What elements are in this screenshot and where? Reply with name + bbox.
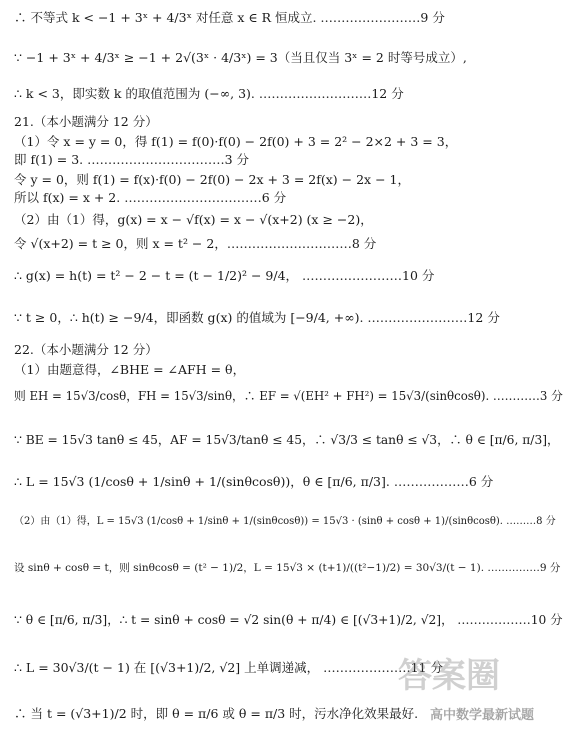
watermark-caption: 高中数学最新试题	[430, 708, 535, 723]
text-line: 设 sinθ + cosθ = t，则 sinθcosθ = (t² − 1)/2，L = 15√3 × (t+1)/((t²−1)/2) = 30√3/(t − 1). ……………9 分	[14, 562, 561, 574]
text-line: 所以 f(x) = x + 2. ……………………………6 分	[14, 190, 287, 205]
text-line: ∵ t ≥ 0，∴ h(t) ≥ −9/4，即函数 g(x) 的值域为 [−9/4, +∞). ……………………12 分	[14, 310, 500, 325]
text-line: ∵ −1 + 3ˣ + 4/3ˣ ≥ −1 + 2√(3ˣ · 4/3ˣ) = 3（当且仅当 3ˣ = 2 时等号成立）,	[14, 50, 467, 65]
text-line: ∴ L = 30√3/(t − 1) 在 [(√3+1)/2, √2] 上单调递减， …………………11 分	[14, 660, 443, 675]
text-line: ∵ θ ∈ [π/6, π/3]，∴ t = sinθ + cosθ = √2 sin(θ + π/4) ∈ [(√3+1)/2, √2]， ………………10 分	[14, 613, 563, 627]
text-line: 22.（本小题满分 12 分）	[14, 342, 158, 357]
text-line: 21.（本小题满分 12 分）	[14, 114, 158, 129]
text-line: （2）由（1）得，g(x) = x − √f(x) = x − √(x+2) (x ≥ −2)，	[14, 212, 373, 227]
text-line: ∴ 不等式 k < −1 + 3ˣ + 4/3ˣ 对任意 x ∈ R 恒成立. ……………………9 分	[14, 10, 445, 25]
text-line: （2）由（1）得，L = 15√3 (1/cosθ + 1/sinθ + 1/(sinθcosθ)) = 15√3 · (sinθ + cosθ + 1)/(sinθcosθ). ………8 分	[14, 516, 556, 527]
text-line: ∴ L = 15√3 (1/cosθ + 1/sinθ + 1/(sinθcosθ))，θ ∈ [π/6, π/3]. ………………6 分	[14, 474, 494, 489]
watermark-logo: 答案圈	[398, 656, 500, 696]
text-line: ∵ BE = 15√3 tanθ ≤ 45，AF = 15√3/tanθ ≤ 45，∴ √3/3 ≤ tanθ ≤ √3，∴ θ ∈ [π/6, π/3]，	[14, 433, 560, 447]
text-line: （1）由题意得，∠BHE = ∠AFH = θ，	[14, 362, 246, 377]
text-line: 即 f(1) = 3. ……………………………3 分	[14, 152, 250, 167]
text-line: ∴ g(x) = h(t) = t² − 2 − t = (t − 1/2)² − 9/4， ……………………10 分	[14, 268, 435, 283]
text-line: ∴ 当 t = (√3+1)/2 时，即 θ = π/6 或 θ = π/3 时，污水净化效果最好.	[14, 706, 419, 721]
text-line: （1）令 x = y = 0，得 f(1) = f(0)·f(0) − 2f(0) + 3 = 2² − 2×2 + 3 = 3，	[14, 134, 458, 149]
text-line: 令 y = 0，则 f(1) = f(x)·f(0) − 2f(0) − 2x + 3 = 2f(x) − 2x − 1，	[14, 172, 410, 187]
text-line: 则 EH = 15√3/cosθ，FH = 15√3/sinθ，∴ EF = √(EH² + FH²) = 15√3/(sinθcosθ). …………3 分	[14, 389, 563, 403]
text-line: 令 √(x+2) = t ≥ 0，则 x = t² − 2，…………………………8 分	[14, 236, 377, 251]
text-line: ∴ k < 3，即实数 k 的取值范围为 (−∞, 3). ………………………12 分	[14, 86, 404, 101]
